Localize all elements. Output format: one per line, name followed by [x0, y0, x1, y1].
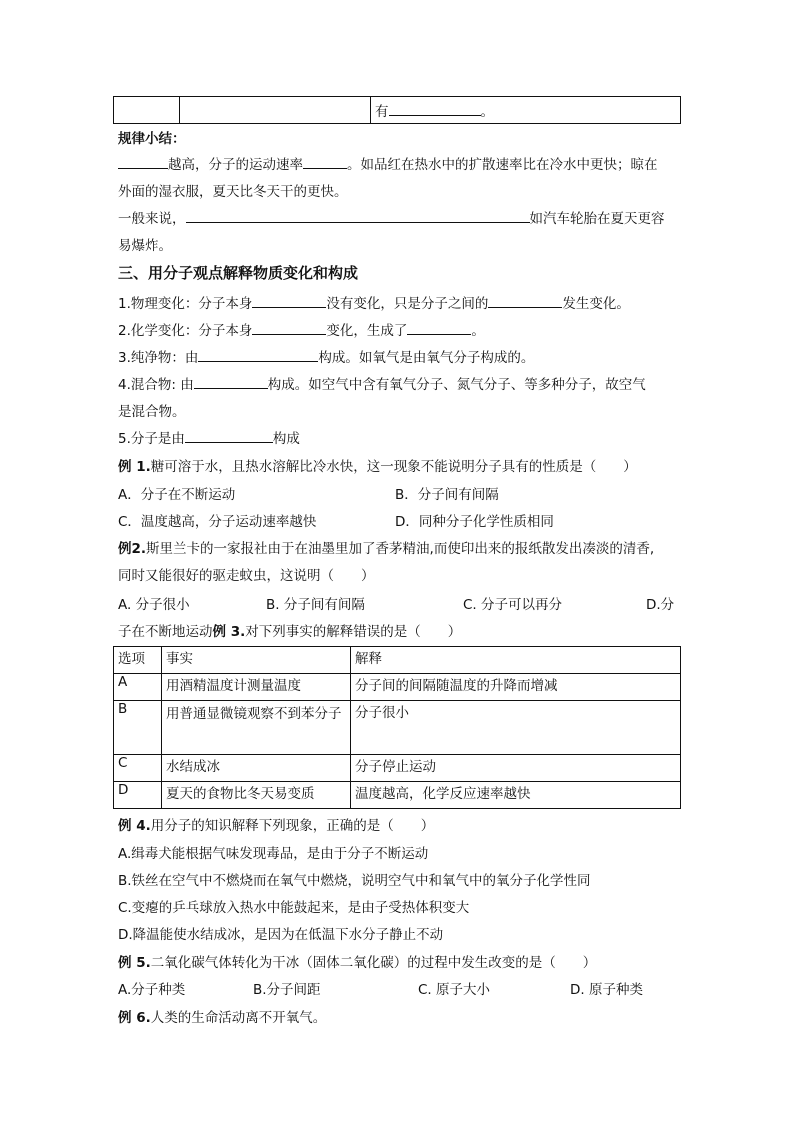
example-2-3-line: [118, 620, 461, 640]
table-cell: [371, 97, 681, 124]
table-cell: 水结成冰: [162, 755, 351, 782]
cell-suffix: 。: [480, 104, 494, 120]
example-4-option-d: D.降温能使水结成冰，是因为在低温下水分子静止不动: [118, 927, 444, 943]
example-5-stem: [118, 951, 596, 971]
example-2-option-b: B. 分子间有间隔: [266, 597, 365, 613]
table-cell: B: [114, 701, 162, 755]
fill-blank: [118, 156, 168, 169]
example-4-stem: [118, 814, 434, 834]
item-text: 4.混合物: 由: [118, 377, 194, 393]
example-5-option-b: B.分子间距: [253, 982, 321, 998]
item-text: 3.纯净物：由: [118, 350, 199, 366]
top-table-fragment: [113, 96, 681, 124]
example-4-option-b: B.铁丝在空气中不燃烧而在氧气中燃烧，说明空气中和氧气中的氧分子化学性同: [118, 873, 591, 889]
table-row: [114, 701, 681, 755]
example-2-option-c: C. 分子可以再分: [463, 597, 563, 613]
item-text: 变化，生成了: [326, 323, 408, 339]
example-text: 糖可溶于水，且热水溶解比冷水快，这一现象不能说明分子具有的性质是（ ）: [150, 459, 637, 475]
summary-title: 规律小结：: [118, 131, 186, 147]
section-item-5: [118, 427, 300, 447]
section-item-1: [118, 292, 630, 312]
fill-blank: [185, 430, 273, 443]
fill-blank: [252, 322, 326, 335]
section-item-3: [118, 346, 534, 366]
table-cell: 分子很小: [351, 701, 681, 755]
example-text: 二氧化碳气体转化为干冰（固体二氧化碳）的过程中发生改变的是（ ）: [150, 955, 597, 971]
table-row: [114, 782, 681, 809]
table-row: [114, 755, 681, 782]
fill-blank: [407, 322, 471, 335]
table-cell: 用普通显微镜观察不到苯分子: [162, 701, 351, 755]
item-text: 构成。如氧气是由氧气分子构成的。: [318, 350, 535, 366]
summary-line-3: [118, 207, 665, 227]
example-text: 用分子的知识解释下列现象，正确的是（ ）: [150, 818, 435, 834]
summary-text: 如汽车轮胎在夏天更容: [529, 211, 665, 227]
fill-blank: [252, 295, 326, 308]
example-1-stem: [118, 455, 637, 475]
fill-blank: [488, 295, 562, 308]
example-1-option-d: D．同种分子化学性质相同: [395, 514, 554, 530]
item-text: 构成: [272, 431, 300, 447]
table-header-cell: 解释: [351, 647, 681, 674]
table-cell: C: [114, 755, 162, 782]
section-item-4: [118, 373, 646, 393]
example-5-option-c: C. 原子大小: [418, 982, 491, 998]
table-header-cell: 事实: [162, 647, 351, 674]
example-4-option-c: C.变瘪的乒乓球放入热水中能鼓起来，是由子受热体积变大: [118, 900, 470, 916]
example-label: 例 4.: [118, 818, 151, 834]
example-2-stem-cont: 同时又能很好的驱走蚊虫，这说明（ ）: [118, 568, 375, 584]
item-text: 发生变化。: [562, 296, 630, 312]
fill-blank: [186, 210, 530, 223]
example-3-table: [113, 646, 681, 809]
table-row: [114, 674, 681, 701]
fill-blank: [389, 103, 481, 116]
example-5-option-a: A.分子种类: [118, 982, 186, 998]
summary-text: 。如品红在热水中的扩散速率比在冷水中更快；晾在: [347, 157, 658, 173]
item-text: 1.物理变化：分子本身: [118, 296, 253, 312]
table-cell: A: [114, 674, 162, 701]
table-cell: [180, 97, 371, 124]
example-2-option-a: A. 分子很小: [118, 597, 190, 613]
example-1-option-c: C．温度越高，分子运动速率越快: [118, 514, 317, 530]
item-text: 没有变化，只是分子之间的: [326, 296, 489, 312]
section-item-4-cont: 是混合物。: [118, 404, 186, 420]
example-text: 斯里兰卡的一家报社由于在油墨里加了香茅精油,而使印出来的报纸散发出凑淡的清香,: [146, 541, 655, 557]
summary-text: 越高，分子的运动速率: [168, 157, 303, 173]
summary-line-4: 易爆炸。: [118, 238, 172, 254]
example-5-option-d: D. 原子种类: [570, 982, 643, 998]
example-4-option-a: A.缉毒犬能根据气味发现毒品，是由于分子不断运动: [118, 846, 429, 862]
table-cell: 夏天的食物比冬天易变质: [162, 782, 351, 809]
item-text: 构成。如空气中含有氧气分子、氮气分子、等多种分子，故空气: [267, 377, 646, 393]
table-cell: [114, 97, 180, 124]
section-heading: 三、用分子观点解释物质变化和构成: [118, 264, 359, 282]
example-1-option-a: A．分子在不断运动: [118, 487, 236, 503]
summary-line-1: [118, 153, 658, 173]
item-text: 。: [471, 323, 485, 339]
example-2-stem: [118, 537, 654, 557]
example-label: 例 3.: [212, 624, 246, 640]
item-text: 2.化学变化：分子本身: [118, 323, 253, 339]
table-cell: 分子停止运动: [351, 755, 681, 782]
example-text: 人类的生命活动离不开氧气。: [150, 1010, 327, 1026]
fill-blank: [194, 376, 268, 389]
fill-blank: [198, 349, 318, 362]
table-cell: D: [114, 782, 162, 809]
table-cell: 分子间的间隔随温度的升降而增减: [351, 674, 681, 701]
table-cell: 用酒精温度计测量温度: [162, 674, 351, 701]
example-label: 例 5.: [118, 955, 151, 971]
example-text: 对下列事实的解释错误的是（ ）: [245, 624, 462, 640]
example-label: 例2.: [118, 541, 147, 557]
table-header-cell: 选项: [114, 647, 162, 674]
table-cell: 温度越高，化学反应速率越快: [351, 782, 681, 809]
summary-line-2: 外面的湿衣服，夏天比冬天干的更快。: [118, 184, 348, 200]
example-1-option-b: B．分子间有间隔: [395, 487, 499, 503]
example-text: 子在不断地运动: [118, 624, 213, 640]
example-2-option-d: D.分: [646, 597, 675, 613]
summary-text: 一般来说，: [118, 211, 186, 227]
example-6-stem: [118, 1006, 326, 1026]
cell-prefix: 有: [375, 104, 389, 120]
example-label: 例 6.: [118, 1010, 151, 1026]
example-label: 例 1.: [118, 459, 151, 475]
item-text: 5.分子是由: [118, 431, 185, 447]
section-item-2: [118, 319, 485, 339]
fill-blank: [303, 156, 347, 169]
